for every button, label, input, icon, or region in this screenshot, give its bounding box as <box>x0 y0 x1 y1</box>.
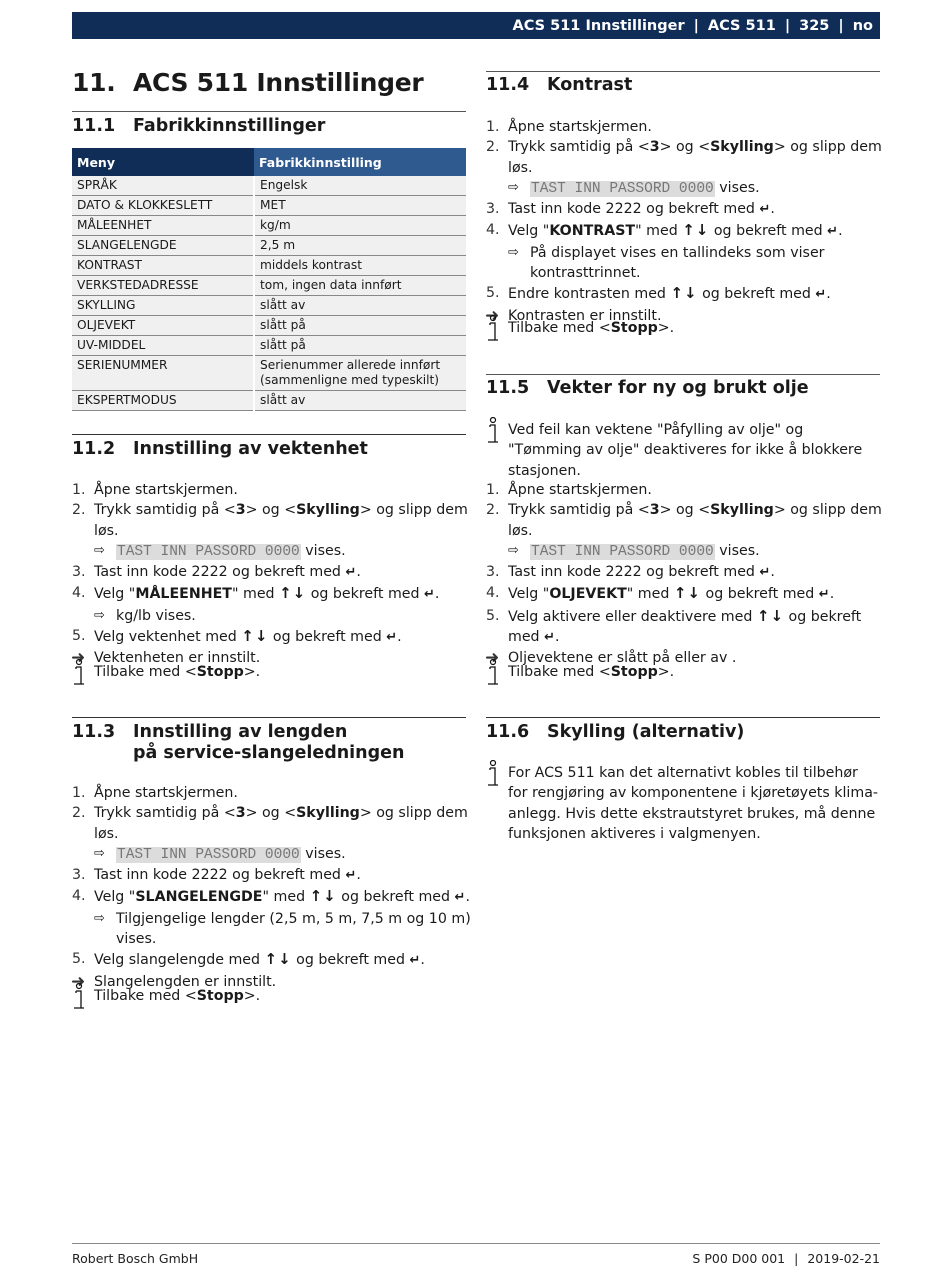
list-item: ⇨ TAST INN PASSORD 0000 vises. <box>508 542 760 560</box>
table-cell: Serienummer allerede innført (sammenligne med typeskilt) <box>254 356 466 391</box>
sub-arrow-icon: ⇨ <box>94 542 105 558</box>
factory-settings-table <box>72 148 466 411</box>
section-11-5-steps <box>486 480 886 669</box>
footer-doc-number: S P00 D00 001 <box>692 1251 786 1266</box>
result-arrow-icon: ➜ <box>485 648 500 669</box>
list-item: 4. Velg "MÅLEENHET" med ↑↓ og bekreft med ↵. <box>72 584 440 603</box>
info-icon <box>486 760 502 788</box>
info-icon <box>486 315 502 343</box>
enter-key-icon: ↵ <box>818 587 830 603</box>
section-divider <box>72 111 466 112</box>
table-row <box>72 256 466 276</box>
table-cell: 2,5 m <box>254 236 466 256</box>
sub-arrow-icon: ⇨ <box>508 244 519 260</box>
up-down-arrow-icon: ↑↓ <box>279 584 307 603</box>
password-prompt: TAST INN PASSORD 0000 <box>531 543 714 560</box>
list-item: 4. Velg "KONTRAST" med ↑↓ og bekreft med ↵. <box>486 221 843 240</box>
list-item: 2. Trykk samtidig på <3> og <Skylling> og slipp dem løs. <box>72 502 468 539</box>
section-11-3-title: 11.3 Innstilling av lengden på service-slangeledningen <box>72 722 405 763</box>
enter-key-icon: ↵ <box>386 630 398 646</box>
table-row <box>72 236 466 256</box>
enter-key-icon: ↵ <box>759 202 771 218</box>
section-divider <box>486 717 880 718</box>
list-item: 1. Åpne startskjermen. <box>486 482 652 498</box>
password-prompt: TAST INN PASSORD 0000 <box>117 846 300 863</box>
table-cell: slått av <box>254 296 466 316</box>
list-item: 3. Tast inn kode 2222 og bekreft med ↵. <box>486 201 775 218</box>
info-note: For ACS 511 kan det alternativt kobles til tilbehør for rengjøring av komponentene i kjøretøyets klima-anlegg. Hvis dette ekstrautstyret brukes, må denne funksjonen aktiveres i valgmenyen. <box>486 763 880 844</box>
section-11-6-title: 11.6 Skylling (alternativ) <box>486 722 745 742</box>
section-11-4-title: 11.4 Kontrast <box>486 75 633 95</box>
table-cell: MÅLEENHET <box>72 216 254 236</box>
table-cell: DATO & KLOKKESLETT <box>72 196 254 216</box>
column-header-menu: Meny <box>72 148 254 176</box>
list-item: 2. Trykk samtidig på <3> og <Skylling> og slipp dem løs. <box>486 139 882 176</box>
list-item: 4. Velg "SLANGELENGDE" med ↑↓ og bekreft med ↵. <box>72 887 470 906</box>
list-item: 4. Velg "OLJEVEKT" med ↑↓ og bekreft med ↵. <box>486 584 835 603</box>
section-11-2-steps <box>72 480 472 669</box>
table-cell: SLANGELENGDE <box>72 236 254 256</box>
table-cell: MET <box>254 196 466 216</box>
table-cell: SPRÅK <box>72 176 254 196</box>
up-down-arrow-icon: ↑↓ <box>309 887 337 906</box>
table-header-row <box>72 148 466 176</box>
list-item: ➜ Vektenheten er innstilt. <box>71 648 261 669</box>
table-cell: EKSPERTMODUS <box>72 391 254 411</box>
table-row <box>72 336 466 356</box>
table-row <box>72 176 466 196</box>
up-down-arrow-icon: ↑↓ <box>682 221 710 240</box>
enter-key-icon: ↵ <box>759 565 771 581</box>
list-item: 2. Trykk samtidig på <3> og <Skylling> og slipp dem løs. <box>486 502 882 539</box>
header-page-number: 325 <box>799 17 830 34</box>
result-arrow-icon: ➜ <box>485 305 500 326</box>
enter-key-icon: ↵ <box>345 868 357 884</box>
table-cell: UV-MIDDEL <box>72 336 254 356</box>
info-icon <box>486 417 502 445</box>
info-note: Tilbake med <Stopp>. <box>72 986 466 1006</box>
result-arrow-icon: ➜ <box>71 648 86 669</box>
enter-key-icon: ↵ <box>345 565 357 581</box>
section-11-1-title: 11.1 Fabrikkinnstillinger <box>72 116 326 136</box>
footer-company: Robert Bosch GmbH <box>72 1251 199 1266</box>
list-item: ➜ Kontrasten er innstilt. <box>485 305 662 326</box>
list-item: ➜ Oljevektene er slått på eller av . <box>485 648 737 669</box>
list-item: 5. Velg slangelengde med ↑↓ og bekreft med ↵. <box>72 950 425 969</box>
table-cell: SERIENUMMER <box>72 356 254 391</box>
footer-date: 2019-02-21 <box>807 1251 880 1266</box>
table-cell: Engelsk <box>254 176 466 196</box>
table-cell: slått av <box>254 391 466 411</box>
section-11-2-title: 11.2 Innstilling av vektenhet <box>72 439 368 459</box>
header-product: ACS 511 <box>707 17 776 34</box>
section-divider <box>72 434 466 435</box>
info-note: Tilbake med <Stopp>. <box>72 662 466 682</box>
header-language: no <box>852 17 873 34</box>
up-down-arrow-icon: ↑↓ <box>241 627 269 646</box>
list-item: 5. Velg aktivere eller deaktivere med ↑↓ og bekreft med ↵. <box>486 606 862 646</box>
result-arrow-icon: ➜ <box>71 971 86 992</box>
table-cell: VERKSTEDADRESSE <box>72 276 254 296</box>
list-item: 2. Trykk samtidig på <3> og <Skylling> og slipp dem løs. <box>72 805 468 842</box>
sub-arrow-icon: ⇨ <box>508 542 519 558</box>
section-divider <box>486 71 880 72</box>
table-cell: SKYLLING <box>72 296 254 316</box>
table-row <box>72 391 466 411</box>
table-row <box>72 196 466 216</box>
list-item: ➜ Slangelengden er innstilt. <box>71 971 277 992</box>
sub-arrow-icon: ⇨ <box>94 607 105 623</box>
info-note: Ved feil kan vektene "Påfylling av olje" og "Tømming av olje" deaktiveres for ikke å blokkere stasjonen. <box>486 420 880 481</box>
list-item: 1. Åpne startskjermen. <box>486 119 652 135</box>
enter-key-icon: ↵ <box>815 287 827 303</box>
password-prompt: TAST INN PASSORD 0000 <box>117 543 300 560</box>
enter-key-icon: ↵ <box>409 953 421 969</box>
list-item: ⇨ På displayet vises en tallindeks som viser kontrasttrinnet. <box>508 244 825 282</box>
list-item: 5. Velg vektenhet med ↑↓ og bekreft med ↵. <box>72 627 402 646</box>
info-icon <box>72 659 88 687</box>
table-row <box>72 356 466 391</box>
table-row <box>72 216 466 236</box>
list-item: ⇨ TAST INN PASSORD 0000 vises. <box>508 179 760 197</box>
page-header-bar: ACS 511 Innstillinger | ACS 511 | 325 | no <box>72 12 880 39</box>
list-item: 1. Åpne startskjermen. <box>72 482 238 498</box>
enter-key-icon: ↵ <box>424 587 435 603</box>
list-item: 3. Tast inn kode 2222 og bekreft med ↵. <box>72 867 361 884</box>
section-11-4-steps <box>486 117 886 326</box>
table-cell: tom, ingen data innført <box>254 276 466 296</box>
table-row <box>72 316 466 336</box>
up-down-arrow-icon: ↑↓ <box>264 950 292 969</box>
info-icon <box>72 983 88 1011</box>
footer-divider <box>72 1243 880 1244</box>
sub-arrow-icon: ⇨ <box>94 910 105 926</box>
section-11-5-title: 11.5 Vekter for ny og brukt olje <box>486 378 809 398</box>
list-item: ⇨ Tilgjengelige lengder (2,5 m, 5 m, 7,5 m og 10 m) vises. <box>94 910 471 948</box>
table-cell: KONTRAST <box>72 256 254 276</box>
table-cell: slått på <box>254 316 466 336</box>
column-header-factory-setting: Fabrikkinnstilling <box>254 148 466 176</box>
up-down-arrow-icon: ↑↓ <box>670 284 698 303</box>
list-item: ⇨ kg/lb vises. <box>72 606 472 626</box>
sub-arrow-icon: ⇨ <box>508 179 519 195</box>
section-divider <box>72 717 466 718</box>
table-row <box>72 296 466 316</box>
sub-arrow-icon: ⇨ <box>94 845 105 861</box>
table-cell: slått på <box>254 336 466 356</box>
info-note: Tilbake med <Stopp>. <box>486 662 880 682</box>
section-divider <box>486 374 880 375</box>
info-icon <box>486 659 502 687</box>
up-down-arrow-icon: ↑↓ <box>756 606 785 625</box>
list-item: ⇨ TAST INN PASSORD 0000 vises. <box>94 542 346 560</box>
list-item: 1. Åpne startskjermen. <box>72 785 238 801</box>
header-title: ACS 511 Innstillinger <box>512 17 685 34</box>
list-item: 3. Tast inn kode 2222 og bekreft med ↵. <box>72 564 361 581</box>
table-cell: OLJEVEKT <box>72 316 254 336</box>
chapter-title: 11. ACS 511 Innstillinger <box>72 68 424 97</box>
table-cell: middels kontrast <box>254 256 466 276</box>
enter-key-icon: ↵ <box>454 890 466 906</box>
enter-key-icon: ↵ <box>827 224 839 240</box>
up-down-arrow-icon: ↑↓ <box>673 584 701 603</box>
list-item: 3. Tast inn kode 2222 og bekreft med ↵. <box>486 564 775 581</box>
list-item: ⇨ TAST INN PASSORD 0000 vises. <box>94 845 346 863</box>
password-prompt: TAST INN PASSORD 0000 <box>531 180 714 197</box>
list-item: 5. Endre kontrasten med ↑↓ og bekreft med ↵. <box>486 284 831 303</box>
section-11-3-steps <box>72 783 472 992</box>
enter-key-icon: ↵ <box>544 630 555 646</box>
footer-doc-info: S P00 D00 001 | 2019-02-21 <box>692 1251 880 1266</box>
table-cell: kg/m <box>254 216 466 236</box>
table-row <box>72 276 466 296</box>
info-note: Tilbake med <Stopp>. <box>486 318 880 338</box>
